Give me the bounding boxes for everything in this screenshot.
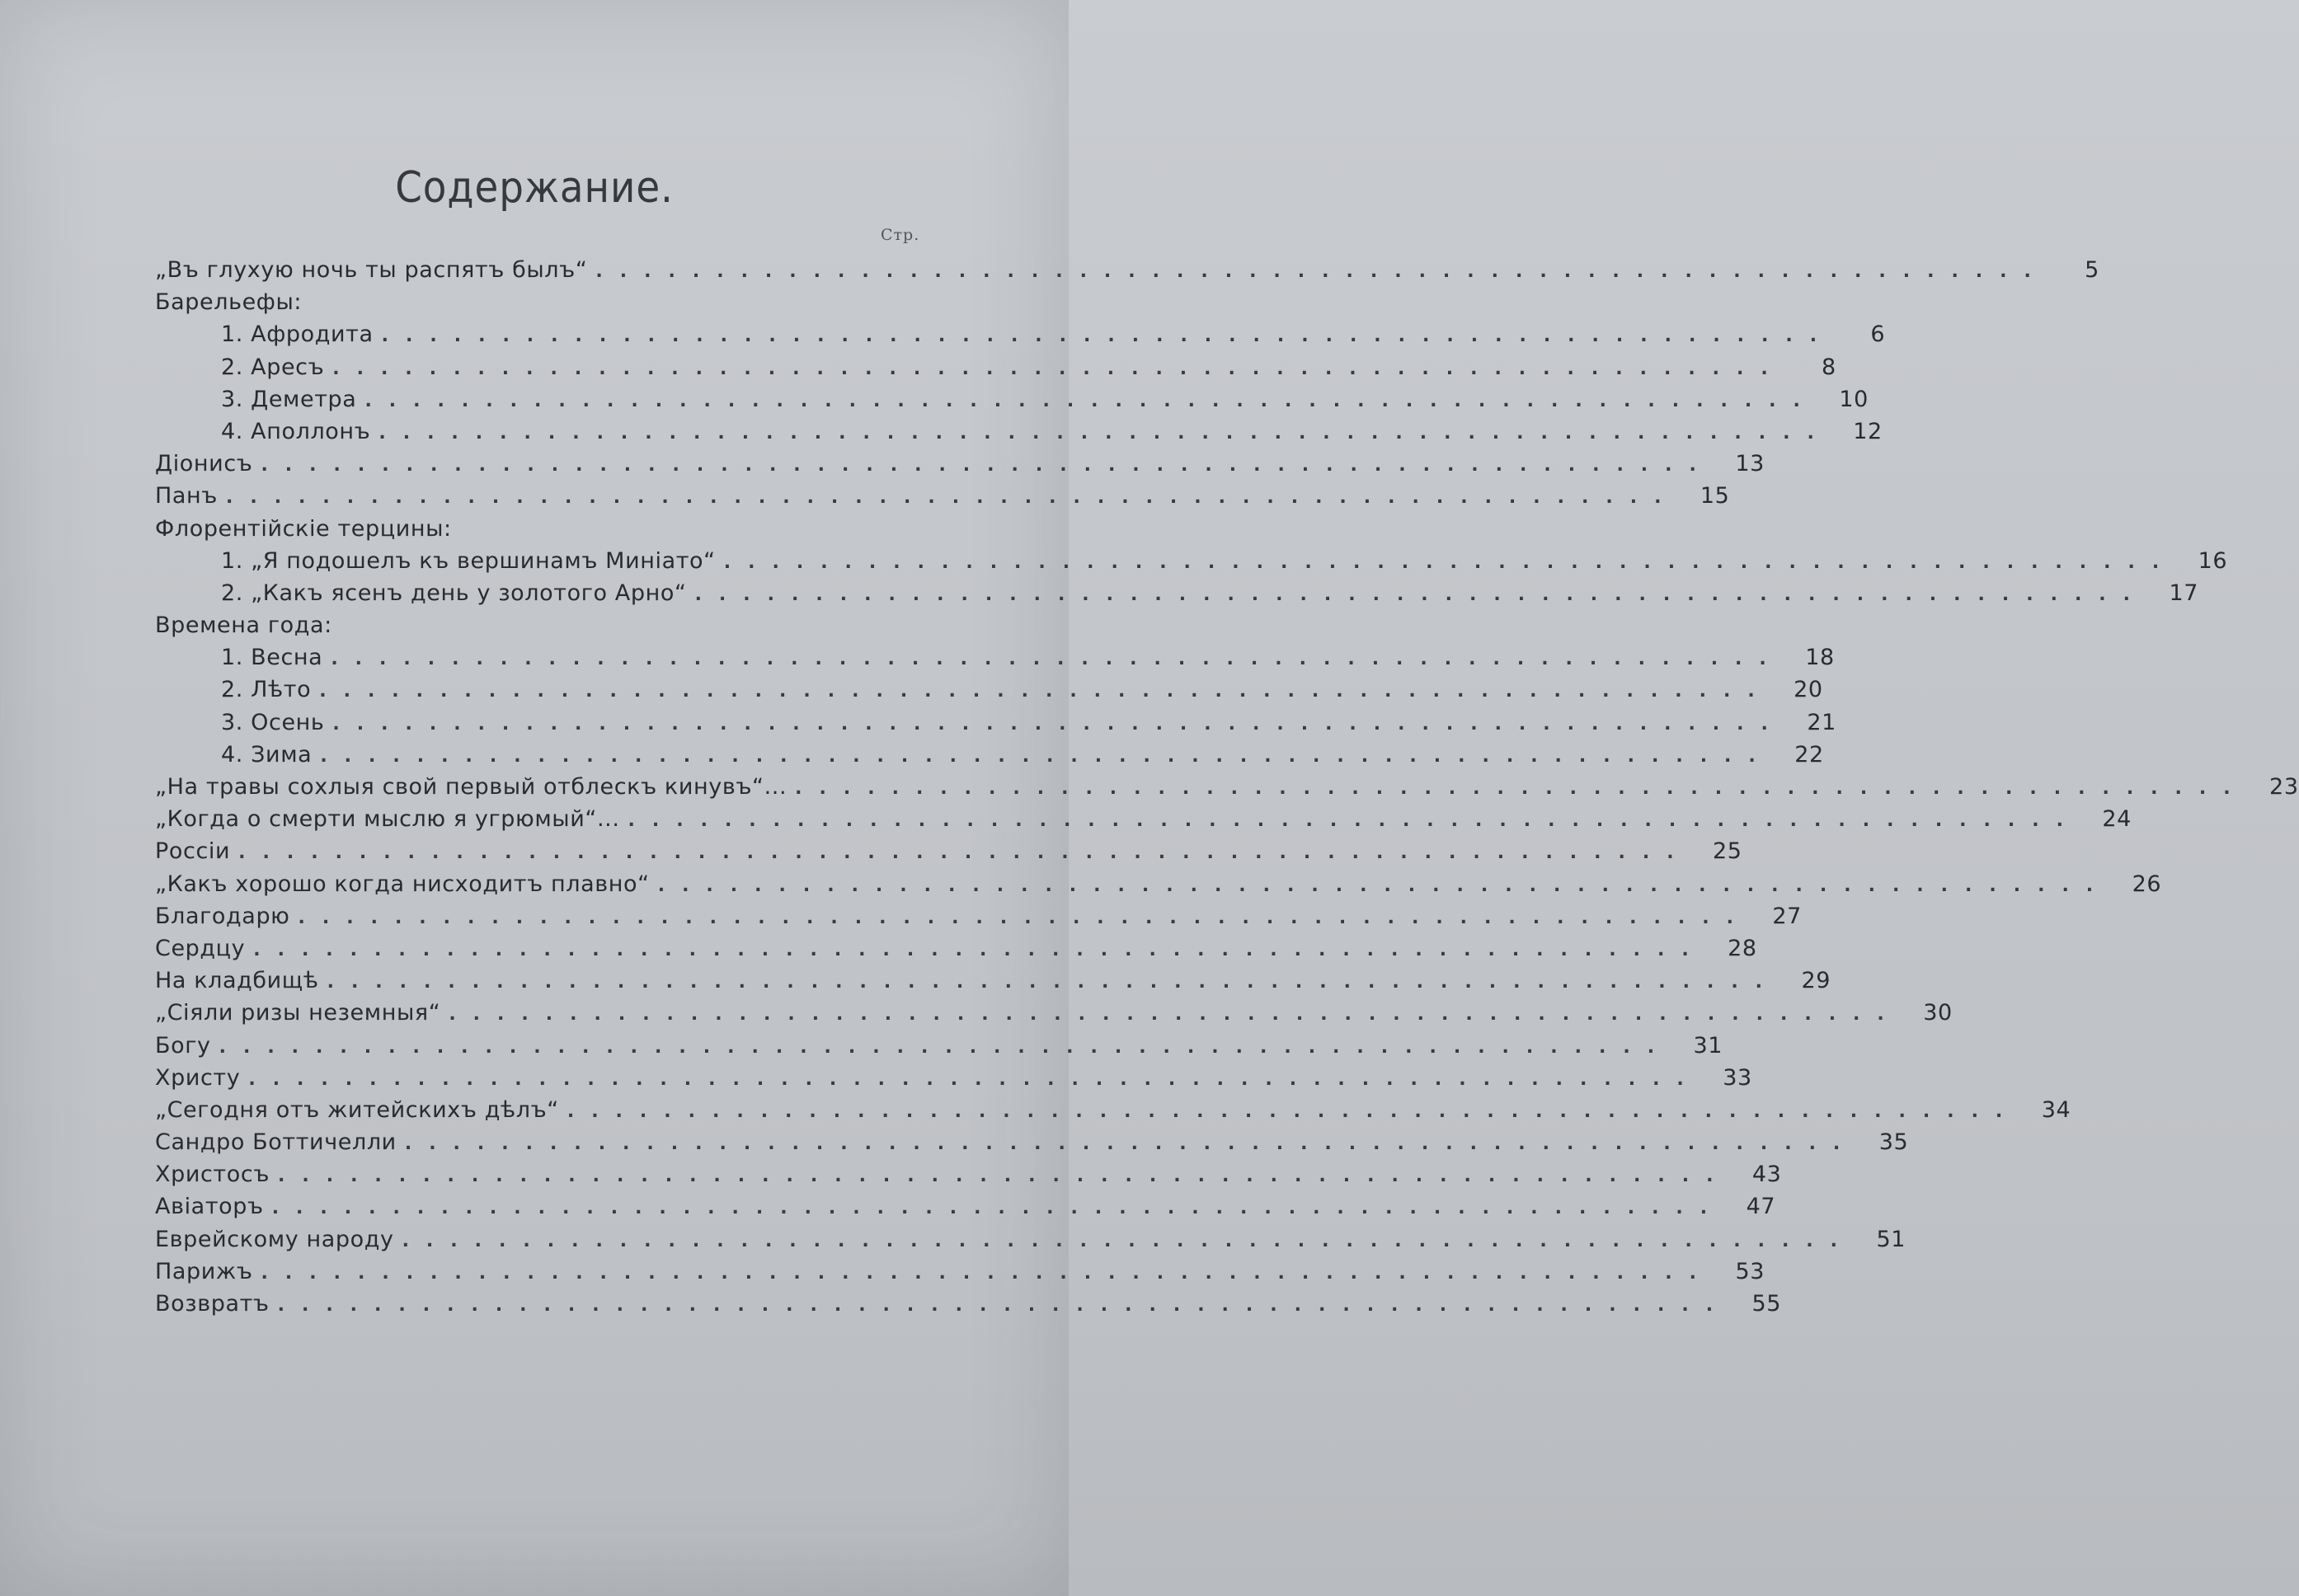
dot-leader: ............................................................: [332, 358, 1785, 379]
toc-entry-page-number: 5: [2085, 257, 2099, 283]
toc-entry-title: Флорентійскіе терцины:: [155, 515, 452, 542]
toc-entry-title: Сандро Боттичелли: [155, 1129, 397, 1156]
toc-entry: [155, 900, 1802, 932]
dot-leader: ............................................................: [278, 1166, 1731, 1187]
dot-leader: ............................................................: [238, 843, 1691, 864]
toc-entry: [155, 383, 1869, 415]
dot-leader: ............................................................: [320, 745, 1773, 767]
toc-section-heading: [155, 513, 930, 545]
toc-entry: [155, 803, 2132, 835]
page-column-label: Стр.: [881, 226, 920, 244]
toc-entry: [155, 1126, 1909, 1158]
toc-entry-page-number: 34: [2041, 1096, 2071, 1123]
toc-entry-title: Благодарю: [155, 903, 290, 929]
toc-entry: [155, 1062, 1752, 1094]
toc-entry-title: „На травы сохлыя свой первый отблескъ кинувъ“...: [155, 774, 787, 800]
toc-entry-page-number: 27: [1772, 903, 1802, 929]
page-title: Содержание.: [395, 163, 674, 213]
toc-entry-page-number: 25: [1713, 838, 1742, 865]
dot-leader: ............................................................: [332, 713, 1785, 735]
toc-entry-page-number: 55: [1751, 1291, 1782, 1317]
toc-entry-title: 2. Аресъ: [221, 354, 325, 380]
toc-entry-page-number: 47: [1746, 1194, 1776, 1220]
dot-leader: ............................................................: [567, 1101, 2020, 1122]
toc-entry: [155, 706, 1836, 739]
toc-entry-page-number: 17: [2169, 580, 2199, 606]
dot-leader: ............................................................: [298, 907, 1751, 928]
toc-entry: [155, 932, 1757, 965]
toc-entry: [155, 997, 1953, 1029]
toc-entry-title: 3. Деметра: [221, 386, 357, 412]
toc-entry-title: 1. Весна: [221, 645, 323, 671]
toc-entry-title: 1. „Я подошелъ къ вершинамъ Миніато“: [221, 547, 716, 574]
toc-entry: [155, 318, 1886, 350]
toc-entry-page-number: 8: [1821, 354, 1836, 380]
toc-entry-title: 3. Осень: [221, 709, 325, 735]
toc-entry: [155, 771, 2299, 803]
toc-entry-page-number: 31: [1693, 1032, 1723, 1059]
toc-entry-page-number: 15: [1700, 483, 1730, 509]
toc-entry-title: Христосъ: [155, 1162, 270, 1188]
toc-entry: [155, 1223, 1906, 1256]
dot-leader: ............................................................: [694, 584, 2148, 605]
toc-entry-title: „Какъ хорошо когда нисходитъ плавно“: [155, 871, 650, 897]
toc-entry: [155, 351, 1836, 383]
dot-leader: ............................................................: [404, 1134, 1858, 1155]
dot-leader: ............................................................: [261, 1262, 1714, 1284]
toc-entry: [155, 1190, 1776, 1223]
dot-leader: ............................................................: [319, 681, 1772, 702]
dot-leader: ............................................................: [253, 939, 1706, 960]
toc-entry-title: На кладбищѣ: [155, 968, 319, 994]
toc-entry-title: „Сегодня отъ житейскихъ дѣлъ“: [155, 1096, 559, 1123]
toc-entry-title: 2. Лѣто: [221, 677, 312, 703]
toc-entry-page-number: 28: [1728, 935, 1757, 961]
toc-entry: [155, 1094, 2071, 1126]
toc-entry-title: Еврейскому народу: [155, 1226, 394, 1252]
table-of-contents: [155, 254, 2299, 1320]
toc-entry: [155, 545, 2228, 577]
dot-leader: ............................................................: [331, 649, 1784, 670]
toc-entry-title: 4. Зима: [221, 741, 313, 767]
toc-entry-title: Барельефы:: [155, 289, 303, 316]
dot-leader: ............................................................: [795, 778, 2248, 799]
toc-entry-page-number: 20: [1794, 677, 1823, 703]
dot-leader: ............................................................: [628, 810, 2080, 832]
toc-entry: [155, 1158, 1782, 1190]
toc-entry: [155, 1256, 1765, 1288]
toc-entry-page-number: 26: [2132, 871, 2162, 897]
dot-leader: ............................................................: [595, 261, 2048, 282]
toc-entry-page-number: 43: [1751, 1162, 1782, 1188]
toc-entry: [155, 739, 1824, 771]
toc-entry-page-number: 53: [1735, 1258, 1765, 1284]
toc-entry-title: Парижъ: [155, 1258, 253, 1284]
toc-entry-title: Россіи: [155, 838, 231, 865]
dot-leader: ............................................................: [657, 875, 2111, 896]
toc-entry-title: Богу: [155, 1032, 211, 1059]
toc-entry: [155, 577, 2199, 609]
toc-entry: [155, 1288, 1782, 1320]
toc-entry-title: „Въ глухую ночь ты распятъ былъ“: [155, 257, 588, 283]
toc-entry-title: 1. Афродита: [221, 322, 374, 348]
toc-entry-title: 4. Аполлонъ: [221, 418, 371, 444]
dot-leader: ............................................................: [723, 552, 2177, 573]
toc-entry-page-number: 10: [1839, 386, 1869, 412]
toc-entry-title: „Сіяли ризы неземныя“: [155, 1000, 441, 1026]
toc-entry-page-number: 22: [1794, 741, 1824, 767]
dot-leader: ............................................................: [378, 422, 1831, 444]
toc-entry: [155, 674, 1823, 706]
toc-entry-page-number: 29: [1801, 968, 1831, 994]
toc-entry: [155, 835, 1742, 867]
toc-entry: [155, 415, 1883, 448]
toc-entry-page-number: 30: [1923, 1000, 1953, 1026]
toc-section-heading: [155, 286, 930, 318]
toc-entry-page-number: 6: [1870, 322, 1886, 348]
toc-entry-page-number: 21: [1807, 709, 1836, 735]
toc-entry-page-number: 24: [2102, 806, 2132, 833]
toc-entry: [155, 448, 1765, 480]
toc-entry-title: 2. „Какъ ясенъ день у золотого Арно“: [221, 580, 687, 606]
dot-leader: ............................................................: [327, 972, 1780, 993]
dot-leader: ............................................................: [381, 326, 1835, 347]
toc-entry: [155, 868, 2162, 900]
toc-entry-title: Времена года:: [155, 613, 332, 639]
dot-leader: ............................................................: [261, 455, 1714, 476]
toc-entry-title: Авіаторъ: [155, 1194, 264, 1220]
toc-entry-title: Христу: [155, 1064, 241, 1091]
dot-leader: ............................................................: [364, 390, 1817, 411]
toc-entry-page-number: 35: [1878, 1129, 1909, 1156]
toc-entry-page-number: 33: [1723, 1064, 1752, 1091]
toc-entry: [155, 965, 1831, 997]
toc-entry-title: Діонисъ: [155, 451, 253, 477]
dot-leader: ............................................................: [402, 1230, 1855, 1251]
dot-leader: ............................................................: [225, 487, 1679, 509]
toc-entry-title: „Когда о смерти мыслю я угрюмый“...: [155, 806, 620, 833]
toc-entry-page-number: 51: [1876, 1226, 1906, 1252]
toc-entry-title: Сердцу: [155, 935, 246, 961]
toc-entry: [155, 480, 1730, 512]
toc-entry: [155, 254, 2099, 286]
toc-entry-page-number: 13: [1735, 451, 1765, 477]
dot-leader: ............................................................: [449, 1004, 1902, 1026]
toc-entry-title: Панъ: [155, 483, 218, 509]
dot-leader: ............................................................: [248, 1068, 1701, 1090]
toc-entry-page-number: 16: [2198, 547, 2228, 574]
toc-entry: [155, 1030, 1723, 1062]
toc-entry-page-number: 23: [2269, 774, 2299, 800]
dot-leader: ............................................................: [219, 1036, 1672, 1058]
toc-entry-page-number: 18: [1805, 645, 1835, 671]
toc-section-heading: [155, 609, 930, 641]
toc-entry: [155, 641, 1835, 674]
toc-entry-title: Возвратъ: [155, 1291, 270, 1317]
dot-leader: ............................................................: [271, 1198, 1725, 1219]
dot-leader: ............................................................: [277, 1295, 1731, 1316]
toc-entry-page-number: 12: [1853, 418, 1883, 444]
